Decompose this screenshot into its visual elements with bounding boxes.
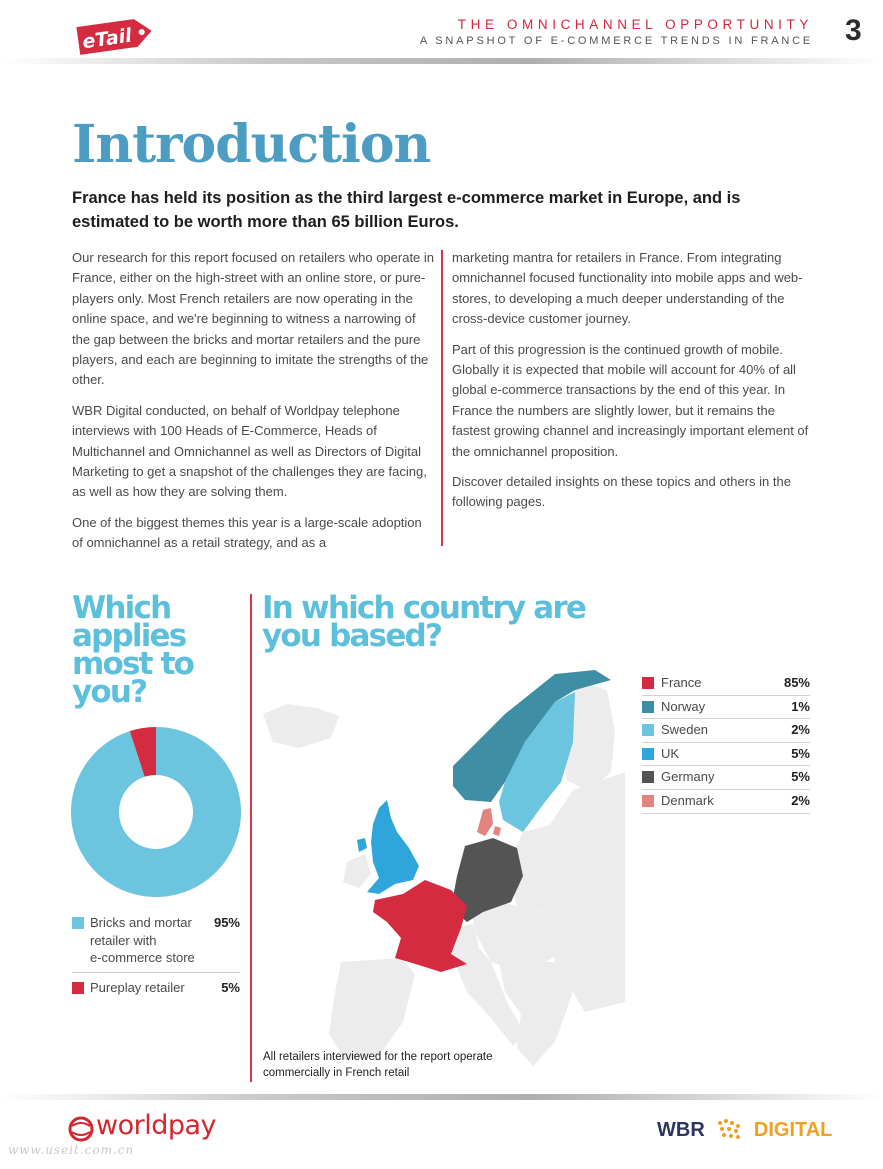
legend-swatch — [72, 917, 84, 929]
legend-label-line: retailer with — [90, 932, 157, 948]
watermark: www.useit.com.cn — [8, 1143, 135, 1157]
legend-label: UK — [661, 745, 680, 761]
legend-swatch — [642, 795, 654, 807]
page-number: 3 — [845, 14, 862, 47]
legend-item-germany — [642, 766, 810, 790]
legend-value: 2% — [791, 722, 810, 738]
paragraph: Part of this progression is the continued growth of mobile. Globally it is expected that mobile will account for 40% of all global e-commerce transactions by the end of this year. In France the numbers are slightly lower, but it remains the fastest growing channel and increasingly important element of the omnichannel proposition. — [452, 341, 809, 459]
legend-label: Germany — [661, 769, 715, 785]
legend-swatch — [72, 982, 84, 994]
legend-swatch — [642, 771, 654, 783]
intro-title: Introduction — [72, 114, 431, 175]
legend-item-sweden — [642, 719, 810, 743]
europe-map — [255, 662, 625, 1082]
header-divider — [0, 58, 883, 64]
map-france — [373, 880, 467, 972]
etail-logo — [72, 14, 156, 58]
legend-item-bricks — [72, 914, 240, 973]
worldpay-wordmark: worldpay — [96, 1110, 217, 1141]
map-denmark-isle — [493, 826, 501, 836]
legend-item-uk — [642, 743, 810, 767]
legend-label-line: Bricks and mortar — [90, 915, 192, 930]
etail-logo-text: eTail — [81, 24, 134, 54]
legend-item-denmark — [642, 790, 810, 814]
legend-value: 5% — [221, 979, 240, 995]
legend-label — [90, 915, 195, 965]
legend-swatch — [642, 677, 654, 689]
legend-value: 95% — [213, 915, 240, 930]
country-legend — [642, 672, 810, 814]
legend-item-france — [642, 672, 810, 696]
paragraph: Our research for this report focused on retailers who operate in France, either on the high-street with an online store, or pure-players only. Most French retailers are now operating in the online space, and we're beginning to witness a narrowing of the gap between the bricks and mortar retailers and the pure players, and each are beginning to imitate the strengths of the other. — [72, 250, 435, 388]
map-uk-isle — [357, 838, 367, 852]
legend-label-line: e-commerce store — [90, 950, 195, 965]
question1-heading: Which applies most to you? — [72, 590, 194, 710]
map-note: All retailers interviewed for the report operate commercially in French retail — [263, 1051, 493, 1079]
wbr-wordmark: WBR — [657, 1119, 705, 1141]
donut-legend — [72, 914, 240, 997]
legend-label: Pureplay retailer — [90, 979, 185, 995]
footer-divider — [0, 1094, 883, 1100]
question2-heading: In which country are you based? — [262, 590, 586, 654]
report-subtitle: A SNAPSHOT OF E-COMMERCE TRENDS IN FRANCE — [419, 35, 813, 47]
intro-right-column — [452, 248, 814, 523]
map-ireland — [343, 854, 371, 888]
legend-label: France — [661, 675, 702, 690]
legend-value: 2% — [791, 792, 810, 808]
paragraph: One of the biggest themes this year is a large-scale adoption of omnichannel as a retail strategy, and as a — [72, 514, 422, 551]
intro-left-column — [72, 248, 434, 564]
legend-label: Norway — [661, 698, 706, 714]
wbr-dots-icon — [714, 1117, 744, 1141]
paragraph: marketing mantra for retailers in France. From integrating omnichannel focused functionality into mobile apps and web-stores, to developing a much deeper understanding of the cross-device customer journey. — [452, 250, 803, 327]
legend-swatch — [642, 701, 654, 713]
legend-value: 1% — [791, 698, 810, 714]
worldpay-globe-icon — [68, 1116, 94, 1142]
section-divider — [250, 594, 252, 1082]
legend-swatch — [642, 724, 654, 736]
wbr-digital-logo — [657, 1117, 832, 1142]
legend-label: Sweden — [661, 722, 708, 738]
map-iceland — [263, 704, 339, 748]
donut-slice-bricks — [71, 727, 241, 897]
legend-value: 85% — [783, 675, 810, 690]
map-uk — [367, 800, 419, 894]
legend-swatch — [642, 748, 654, 760]
paragraph: Discover detailed insights on these topics and others in the following pages. — [452, 474, 791, 510]
map-denmark — [477, 808, 493, 836]
legend-item-norway — [642, 696, 810, 720]
legend-item-pureplay — [72, 973, 240, 997]
legend-value: 5% — [791, 745, 810, 761]
paragraph: WBR Digital conducted, on behalf of Worldpay telephone interviews with 100 Heads of E-Commerce, Heads of Multichannel and Omnichannel as well as Directors of Digital Marketing to get a snapshot of the challenges they are facing, as well as how they are solving them. — [72, 402, 427, 500]
intro-lead: France has held its position as the third largest e-commerce market in Europe, and is estimated to be worth more than 65 billion Euros. — [72, 189, 741, 231]
map-iberia — [329, 958, 415, 1060]
digital-wordmark: DIGITAL — [753, 1119, 833, 1141]
report-title: THE OMNICHANNEL OPPORTUNITY — [457, 17, 813, 32]
legend-label: Denmark — [661, 792, 714, 808]
legend-value: 5% — [791, 769, 810, 785]
column-divider — [441, 250, 443, 546]
donut-chart — [70, 726, 242, 898]
